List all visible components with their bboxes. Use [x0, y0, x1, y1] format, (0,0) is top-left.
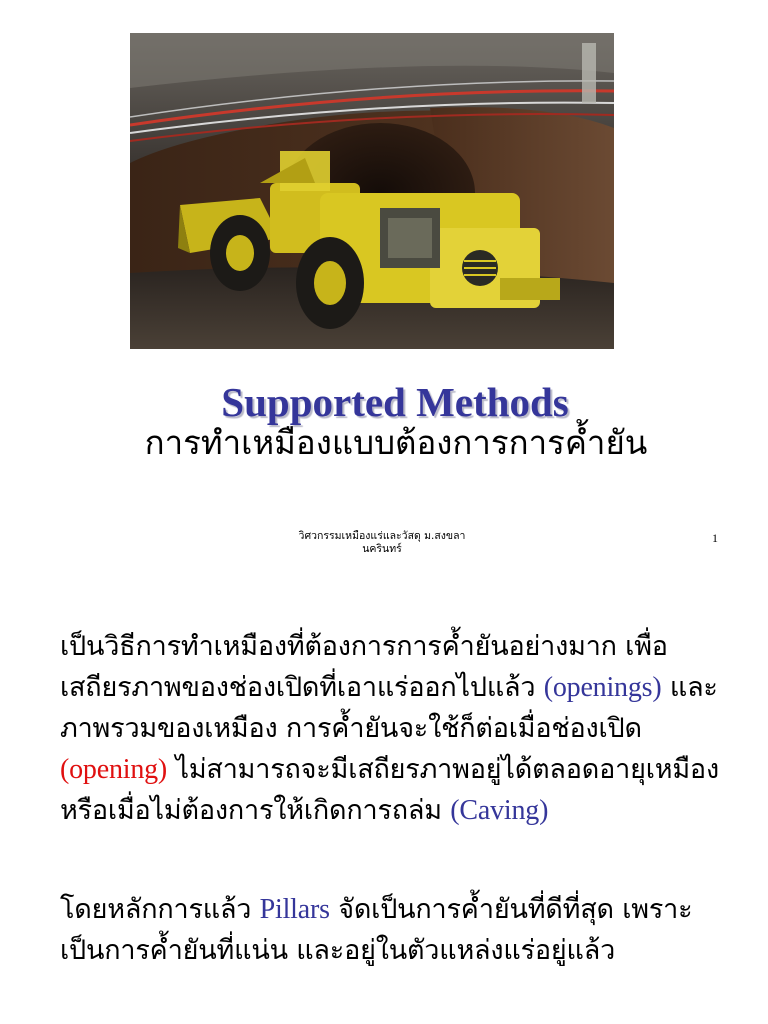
slide-title-english: Supported Methods — [221, 379, 569, 425]
paragraph-supported-methods-description — [60, 626, 750, 831]
para2-text-1: โดยหลักการแล้ว — [60, 894, 260, 925]
para1-text-2: และภาพรวมของเหมือง การค้ำยันจะใช้ก็ต่อเมื่อช่องเปิด — [60, 672, 718, 744]
slide-footer-department — [262, 530, 502, 556]
term-openings: (openings) — [543, 672, 662, 703]
term-pillars: Pillars — [259, 894, 330, 925]
term-caving: (Caving) — [450, 795, 549, 826]
para1-text-1: เป็นวิธีการทำเหมืองที่ต้องการการค้ำยันอย่างมาก เพื่อเสถียรภาพของช่องเปิดที่เอาแร่ออกไปแล้ว — [60, 631, 668, 703]
underground-mining-loader-photo — [130, 33, 614, 349]
slide-page-number: 1 — [712, 531, 718, 545]
paragraph-pillars — [60, 889, 750, 971]
slide-title-thai: การทำเหมืองแบบต้องการการค้ำยัน — [144, 423, 648, 462]
para2-text-2: จัดเป็นการค้ำยันที่ดีที่สุด เพราะเป็นการค้ำยันที่แน่น และอยู่ในตัวแหล่งแร่อยู่แล้ว — [60, 894, 693, 966]
term-opening: (opening) — [60, 754, 168, 785]
para1-text-3: ไม่สามารถจะมีเสถียรภาพอยู่ได้ตลอดอายุเหมือง หรือเมื่อไม่ต้องการให้เกิดการถล่ม — [60, 754, 719, 826]
footer-line-1: วิศวกรรมเหมืองแร่และวัสดุ ม.สงขลา — [298, 530, 466, 542]
footer-line-2: นครินทร์ — [362, 543, 402, 555]
